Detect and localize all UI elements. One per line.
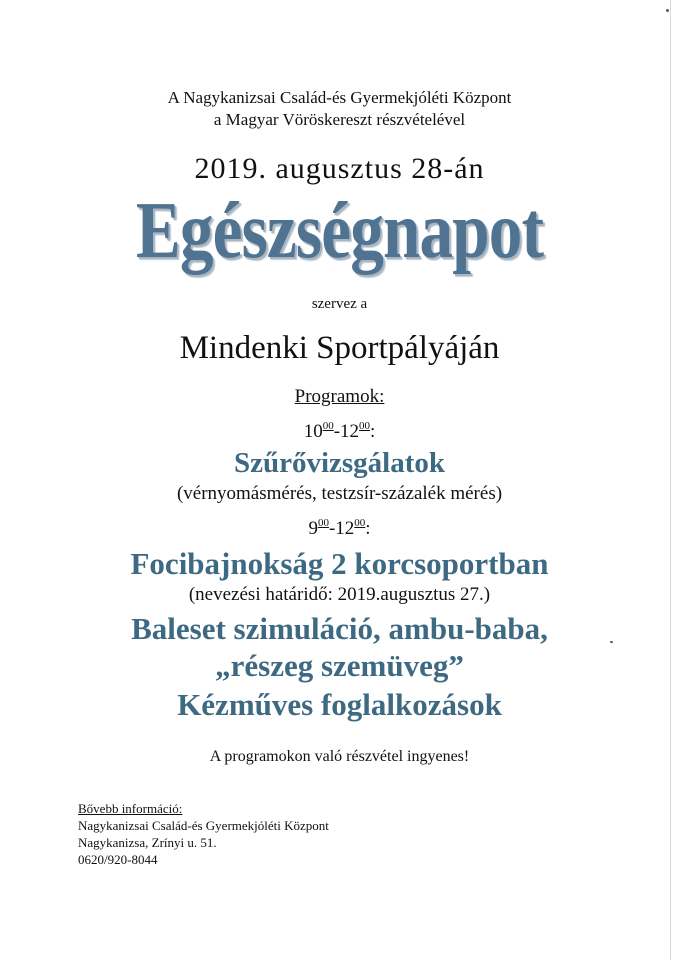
organizer-line-2: a Magyar Vöröskereszt részvételével xyxy=(213,110,466,129)
program1-details: (vérnyomásmérés, testzsír-százalék mérés) xyxy=(176,483,503,504)
scan-speck xyxy=(666,9,669,12)
programs-heading: Programok: xyxy=(294,386,385,407)
contact-phone: 0620/920-8044 xyxy=(78,852,158,867)
program2-details: (nevezési határidő: 2019.augusztus 27.) xyxy=(188,584,491,605)
contact-info-label: Bővebb információ: xyxy=(78,801,183,816)
venue-title: Mindenki Sportpályáján xyxy=(179,330,500,366)
event-date: 2019. augusztus 28-án xyxy=(194,152,485,185)
program1-end-hour: 12 xyxy=(340,421,360,442)
scan-edge-line xyxy=(670,0,671,960)
organizes-text: szervez a xyxy=(311,296,368,312)
program4-title: „részeg szemüveg” xyxy=(215,648,464,683)
program1-start-hour: 10 xyxy=(303,421,323,442)
program5-title: Kézműves foglalkozások xyxy=(177,687,502,722)
free-participation-note: A programokon való részvétel ingyenes! xyxy=(209,748,470,765)
program3-title: Baleset szimuláció, ambu-baba, xyxy=(131,611,548,646)
program2-end-min: 00 xyxy=(354,517,366,529)
contact-address: Nagykanizsa, Zrínyi u. 51. xyxy=(78,835,217,850)
program2-time: $9^{00}-12^{00}$: xyxy=(308,517,371,539)
program1-start-min: 00 xyxy=(322,420,334,432)
program2-start-min: 00 xyxy=(317,517,329,529)
program1-title: Szűrővizsgálatok xyxy=(233,447,446,479)
contact-org: Nagykanizsai Család-és Gyermekjóléti Központ xyxy=(78,818,329,833)
contact-info xyxy=(78,800,329,868)
program2-start-hour: 9 xyxy=(308,518,318,539)
organizer-line-1: A Nagykanizsai Család-és Gyermekjóléti Központ xyxy=(167,88,512,107)
headline-title: Egészségnapot xyxy=(135,187,544,275)
program2-end-hour: 12 xyxy=(335,518,355,539)
program2-title: Focibajnokság 2 korcsoportban xyxy=(130,546,549,581)
program1-end-min: 00 xyxy=(359,420,371,432)
program1-time: $10^{00}-12^{00}$: xyxy=(303,420,376,442)
